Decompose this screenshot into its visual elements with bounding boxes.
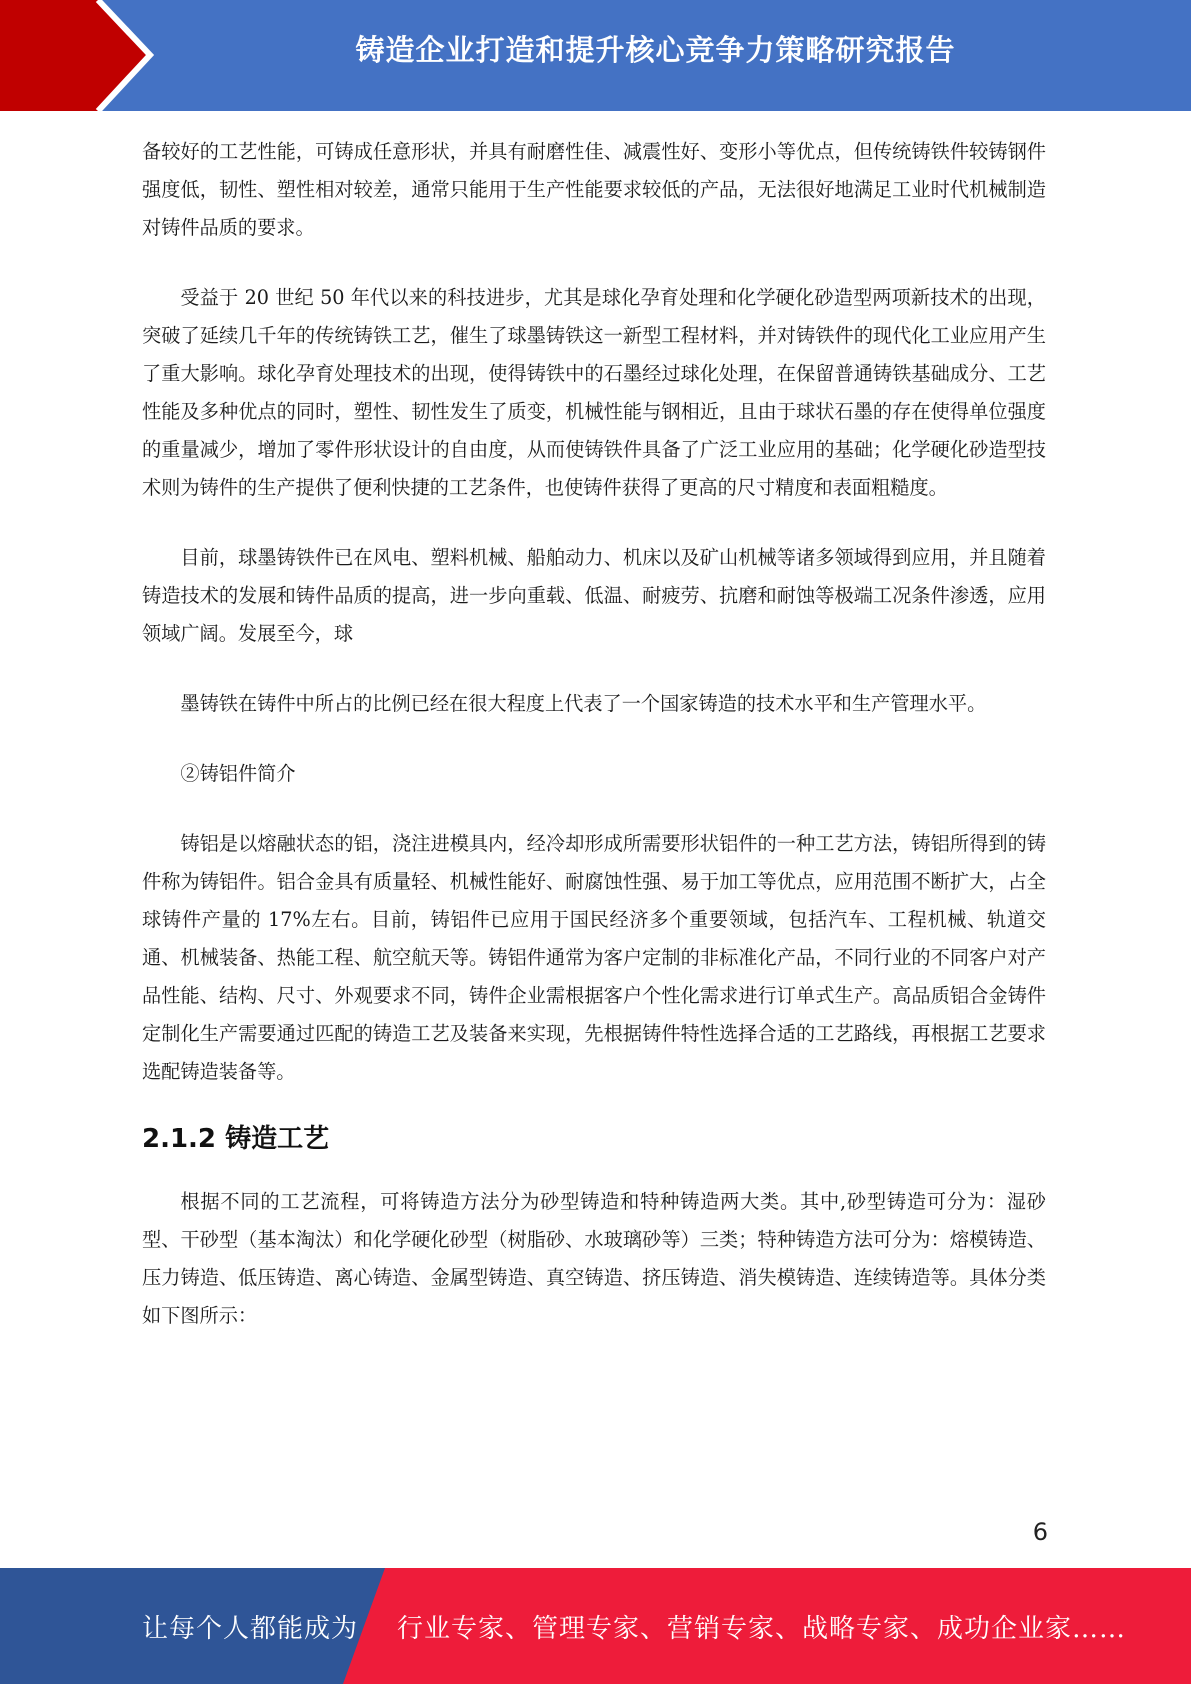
paragraph-4: 墨铸铁在铸件中所占的比例已经在很大程度上代表了一个国家铸造的技术水平和生产管理水平。 [180,692,987,715]
footer-slogan-left: 让每个人都能成为 [142,1614,359,1644]
document-body [142,133,1046,1335]
section-heading: 2.1.2 铸造工艺 [142,1124,330,1154]
paragraph-1: 备较好的工艺性能，可铸成任意形状，并具有耐磨性佳、减震性好、变形小等优点，但传统铸铁件较铸钢件强度低，韧性、塑性相对较差，通常只能用于生产性能要求较低的产品，无法很好地满足工业时代机械制造对铸件品质的要求。 [142,140,1046,239]
paragraph-2: 受益于 20 世纪 50 年代以来的科技进步，尤其是球化孕育处理和化学硬化砂造型两项新技术的出现，突破了延续几千年的传统铸铁工艺，催生了球墨铸铁这一新型工程材料，并对铸铁件的现代化工业应用产生了重大影响。球化孕育处理技术的出现，使得铸铁中的石墨经过球化处理，在保留普通铸铁基础成分、工艺性能及多种优点的同时，塑性、韧性发生了质变，机械性能与钢相近，且由于球状石墨的存在使得单位强度的重量减少，增加了零件形状设计的自由度，从而使铸铁件具备了广泛工业应用的基础；化学硬化砂造型技术则为铸件的生产提供了便利快捷的工艺条件，也使铸件获得了更高的尺寸精度和表面粗糙度。 [142,286,1046,499]
header-red-chevron [0,0,150,111]
footer-slogan-right: 行业专家、管理专家、营销专家、战略专家、成功企业家…… [397,1614,1127,1644]
page-number: 6 [1032,1518,1048,1546]
subsection-title-cast-aluminum: ②铸铝件简介 [180,762,296,785]
section-paragraph: 根据不同的工艺流程，可将铸造方法分为砂型铸造和特种铸造两大类。其中,砂型铸造可分为：湿砂型、干砂型（基本淘汰）和化学硬化砂型（树脂砂、水玻璃砂等）三类；特种铸造方法可分为：熔模铸造、压力铸造、低压铸造、离心铸造、金属型铸造、真空铸造、挤压铸造、消失模铸造、连续铸造等。具体分类如下图所示： [142,1190,1046,1327]
paragraph-3: 目前，球墨铸铁件已在风电、塑料机械、船舶动力、机床以及矿山机械等诸多领域得到应用，并且随着铸造技术的发展和铸件品质的提高，进一步向重载、低温、耐疲劳、抗磨和耐蚀等极端工况条件渗透，应用领域广阔。发展至今，球 [142,546,1046,645]
paragraph-5: 铸铝是以熔融状态的铝，浇注进模具内，经冷却形成所需要形状铝件的一种工艺方法，铸铝所得到的铸件称为铸铝件。铝合金具有质量轻、机械性能好、耐腐蚀性强、易于加工等优点，应用范围不断扩大，占全球铸件产量的 17%左右。目前，铸铝件已应用于国民经济多个重要领域，包括汽车、工程机械、轨道交通、机械装备、热能工程、航空航天等。铸铝件通常为客户定制的非标准化产品，不同行业的不同客户对产品性能、结构、尺寸、外观要求不同，铸件企业需根据客户个性化需求进行订单式生产。高品质铝合金铸件定制化生产需要通过匹配的铸造工艺及装备来实现，先根据铸件特性选择合适的工艺路线，再根据工艺要求选配铸造装备等。 [142,832,1046,1083]
page-footer [0,1568,1191,1684]
header-title: 铸造企业打造和提升核心竞争力策略研究报告 [355,33,956,67]
page-header [0,0,1191,111]
